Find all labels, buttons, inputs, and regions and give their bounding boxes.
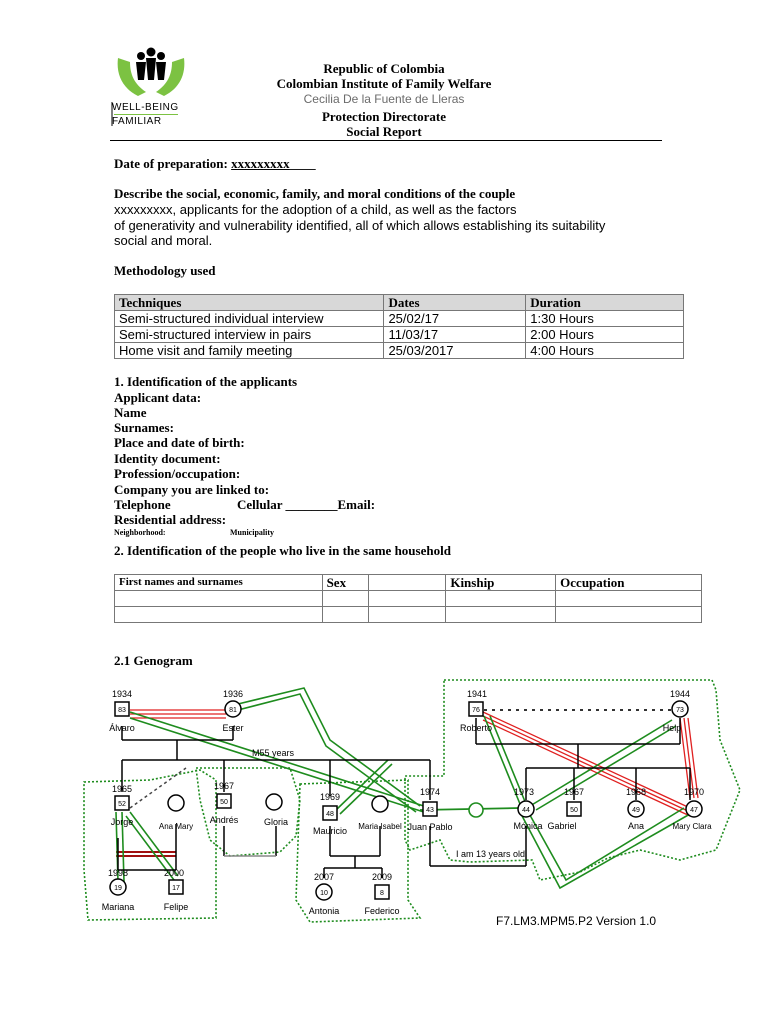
field-name: Name bbox=[114, 405, 147, 420]
field-telephone: Telephone bbox=[114, 497, 171, 512]
year-label: 2009 bbox=[371, 872, 393, 882]
name-label: Federico bbox=[364, 906, 400, 916]
name-label: Roberto bbox=[459, 723, 493, 733]
person-maria-isabel bbox=[372, 796, 388, 812]
year-label: 2000 bbox=[163, 868, 185, 878]
column-header: Duration bbox=[526, 295, 684, 311]
age-label: 50 bbox=[220, 799, 228, 806]
date-trail: ____ bbox=[289, 156, 316, 171]
methodology-table bbox=[114, 294, 684, 359]
table-row bbox=[115, 607, 702, 623]
header-country: Republic of Colombia bbox=[323, 61, 445, 76]
table-cell: Home visit and family meeting bbox=[115, 343, 384, 359]
year-label: 1973 bbox=[513, 787, 535, 797]
age-label: 50 bbox=[570, 807, 578, 814]
age-label: 10 bbox=[320, 890, 328, 897]
header-directorate: Protection Directorate bbox=[321, 109, 447, 124]
age-label: 8 bbox=[380, 890, 384, 897]
table-cell: 25/03/2017 bbox=[384, 343, 526, 359]
column-header bbox=[368, 575, 446, 591]
genogram-heading: 2.1 Genogram bbox=[114, 653, 193, 668]
table-cell: 4:00 Hours bbox=[526, 343, 684, 359]
name-label: Juan Pablo bbox=[407, 822, 453, 832]
name-label: Álvaro bbox=[109, 723, 135, 733]
field-cellular-email: Cellular ________Email: bbox=[237, 497, 376, 512]
year-label: 2007 bbox=[313, 872, 335, 882]
age-label: 73 bbox=[676, 707, 684, 714]
person-ana-mary bbox=[168, 795, 184, 811]
describe-line-1: xxxxxxxxx, applicants for the adoption of a child, as well as the factors bbox=[114, 202, 517, 217]
field-address: Residential address: bbox=[114, 512, 227, 527]
year-label: 1967 bbox=[213, 781, 235, 791]
name-label: Antonia bbox=[308, 906, 340, 916]
describe-line-3: social and moral. bbox=[114, 233, 213, 248]
table-cell: 11/03/17 bbox=[384, 327, 526, 343]
year-label: 1968 bbox=[625, 787, 647, 797]
column-header: Dates bbox=[384, 295, 526, 311]
table-cell: 1:30 Hours bbox=[526, 311, 684, 327]
column-header: Kinship bbox=[446, 575, 556, 591]
field-neighborhood: Neighborhood: bbox=[114, 528, 166, 537]
name-label: Mónica bbox=[513, 821, 543, 831]
header-subtitle: Cecilia De la Fuente de Lleras bbox=[303, 92, 465, 106]
year-label: 1967 bbox=[563, 787, 585, 797]
table-header-row bbox=[115, 295, 684, 311]
version-footer: F7.LM3.MPM5.P2 Version 1.0 bbox=[496, 914, 657, 928]
name-label: Mauricio bbox=[312, 826, 348, 836]
date-of-preparation bbox=[114, 156, 316, 172]
year-label: 1974 bbox=[419, 787, 441, 797]
name-label: Andrés bbox=[209, 815, 239, 825]
table-row bbox=[115, 327, 684, 343]
age-label: 17 bbox=[172, 885, 180, 892]
column-header: First names and surnames bbox=[115, 575, 323, 591]
person-gloria bbox=[266, 794, 282, 810]
name-label: Gabriel bbox=[547, 821, 577, 831]
name-label: Ana bbox=[627, 821, 645, 831]
header-report: Social Report bbox=[346, 124, 422, 139]
name-label: Ester bbox=[222, 723, 244, 733]
conflict-lines bbox=[116, 710, 698, 856]
year-label: 1970 bbox=[683, 787, 705, 797]
year-label: 1969 bbox=[319, 792, 341, 802]
header-rule bbox=[110, 140, 662, 141]
age-label: 49 bbox=[632, 807, 640, 814]
age-label: 83 bbox=[118, 707, 126, 714]
methodology-heading: Methodology used bbox=[114, 263, 216, 278]
table-row bbox=[115, 343, 684, 359]
table-row bbox=[115, 591, 702, 607]
table-row bbox=[115, 311, 684, 327]
name-label: Gloria bbox=[263, 817, 289, 827]
m55-annotation: M55 years bbox=[252, 748, 295, 758]
age-label: 52 bbox=[118, 801, 126, 808]
table-cell: 2:00 Hours bbox=[526, 327, 684, 343]
table-cell: Semi-structured interview in pairs bbox=[115, 327, 384, 343]
header-institute: Colombian Institute of Family Welfare bbox=[276, 76, 492, 91]
describe-heading: Describe the social, economic, family, and moral conditions of the couple bbox=[114, 186, 516, 201]
year-label: 1944 bbox=[669, 689, 691, 699]
year-label: 1965 bbox=[111, 784, 133, 794]
age-label: 43 bbox=[426, 807, 434, 814]
field-municipality: Municipality bbox=[230, 528, 275, 537]
column-header: Techniques bbox=[115, 295, 384, 311]
year-label: 1936 bbox=[222, 689, 244, 699]
name-label: Ana Mary bbox=[158, 822, 194, 831]
age-label: 48 bbox=[326, 811, 334, 818]
name-label: Mariana bbox=[101, 902, 135, 912]
age-label: 47 bbox=[690, 807, 698, 814]
logo-text-1: WELL-BEING bbox=[112, 102, 179, 113]
genogram-diagram bbox=[0, 670, 768, 940]
year-label: 1941 bbox=[466, 689, 488, 699]
field-surnames: Surnames: bbox=[114, 420, 174, 435]
age-label: 44 bbox=[522, 807, 530, 814]
connector-circle bbox=[469, 803, 483, 817]
date-value: xxxxxxxxx bbox=[231, 156, 290, 171]
field-profession: Profession/occupation: bbox=[114, 466, 241, 481]
name-label: Felipe bbox=[163, 902, 189, 912]
table-cell: Semi-structured individual interview bbox=[115, 311, 384, 327]
column-header: Sex bbox=[322, 575, 368, 591]
name-label: Mary Clara bbox=[672, 822, 712, 831]
logo-text-2: FAMILIAR bbox=[112, 116, 162, 127]
year-label: 1998 bbox=[107, 868, 129, 878]
field-identity: Identity document: bbox=[114, 451, 221, 466]
age-label: 81 bbox=[229, 707, 237, 714]
household-table bbox=[114, 574, 702, 623]
name-label: Help bbox=[662, 723, 682, 733]
field-birth: Place and date of birth: bbox=[114, 435, 245, 450]
age-label: 19 bbox=[114, 885, 122, 892]
field-applicant-data: Applicant data: bbox=[114, 390, 202, 405]
thirteen-annotation: I am 13 years old bbox=[456, 849, 526, 859]
column-header: Occupation bbox=[556, 575, 702, 591]
section2-heading: 2. Identification of the people who live in the same household bbox=[114, 543, 451, 558]
field-company: Company you are linked to: bbox=[114, 482, 270, 497]
date-label: Date of preparation: bbox=[114, 156, 232, 171]
name-label: Jorge bbox=[110, 817, 134, 827]
describe-line-2: of generativity and vulnerability identified, all of which allows establishing its suitability bbox=[114, 218, 606, 233]
table-header-row bbox=[115, 575, 702, 591]
age-label: 76 bbox=[472, 707, 480, 714]
name-label: Maria Isabel bbox=[358, 822, 402, 831]
year-label: 1934 bbox=[111, 689, 133, 699]
section1-heading: 1. Identification of the applicants bbox=[114, 374, 298, 389]
table-cell: 25/02/17 bbox=[384, 311, 526, 327]
